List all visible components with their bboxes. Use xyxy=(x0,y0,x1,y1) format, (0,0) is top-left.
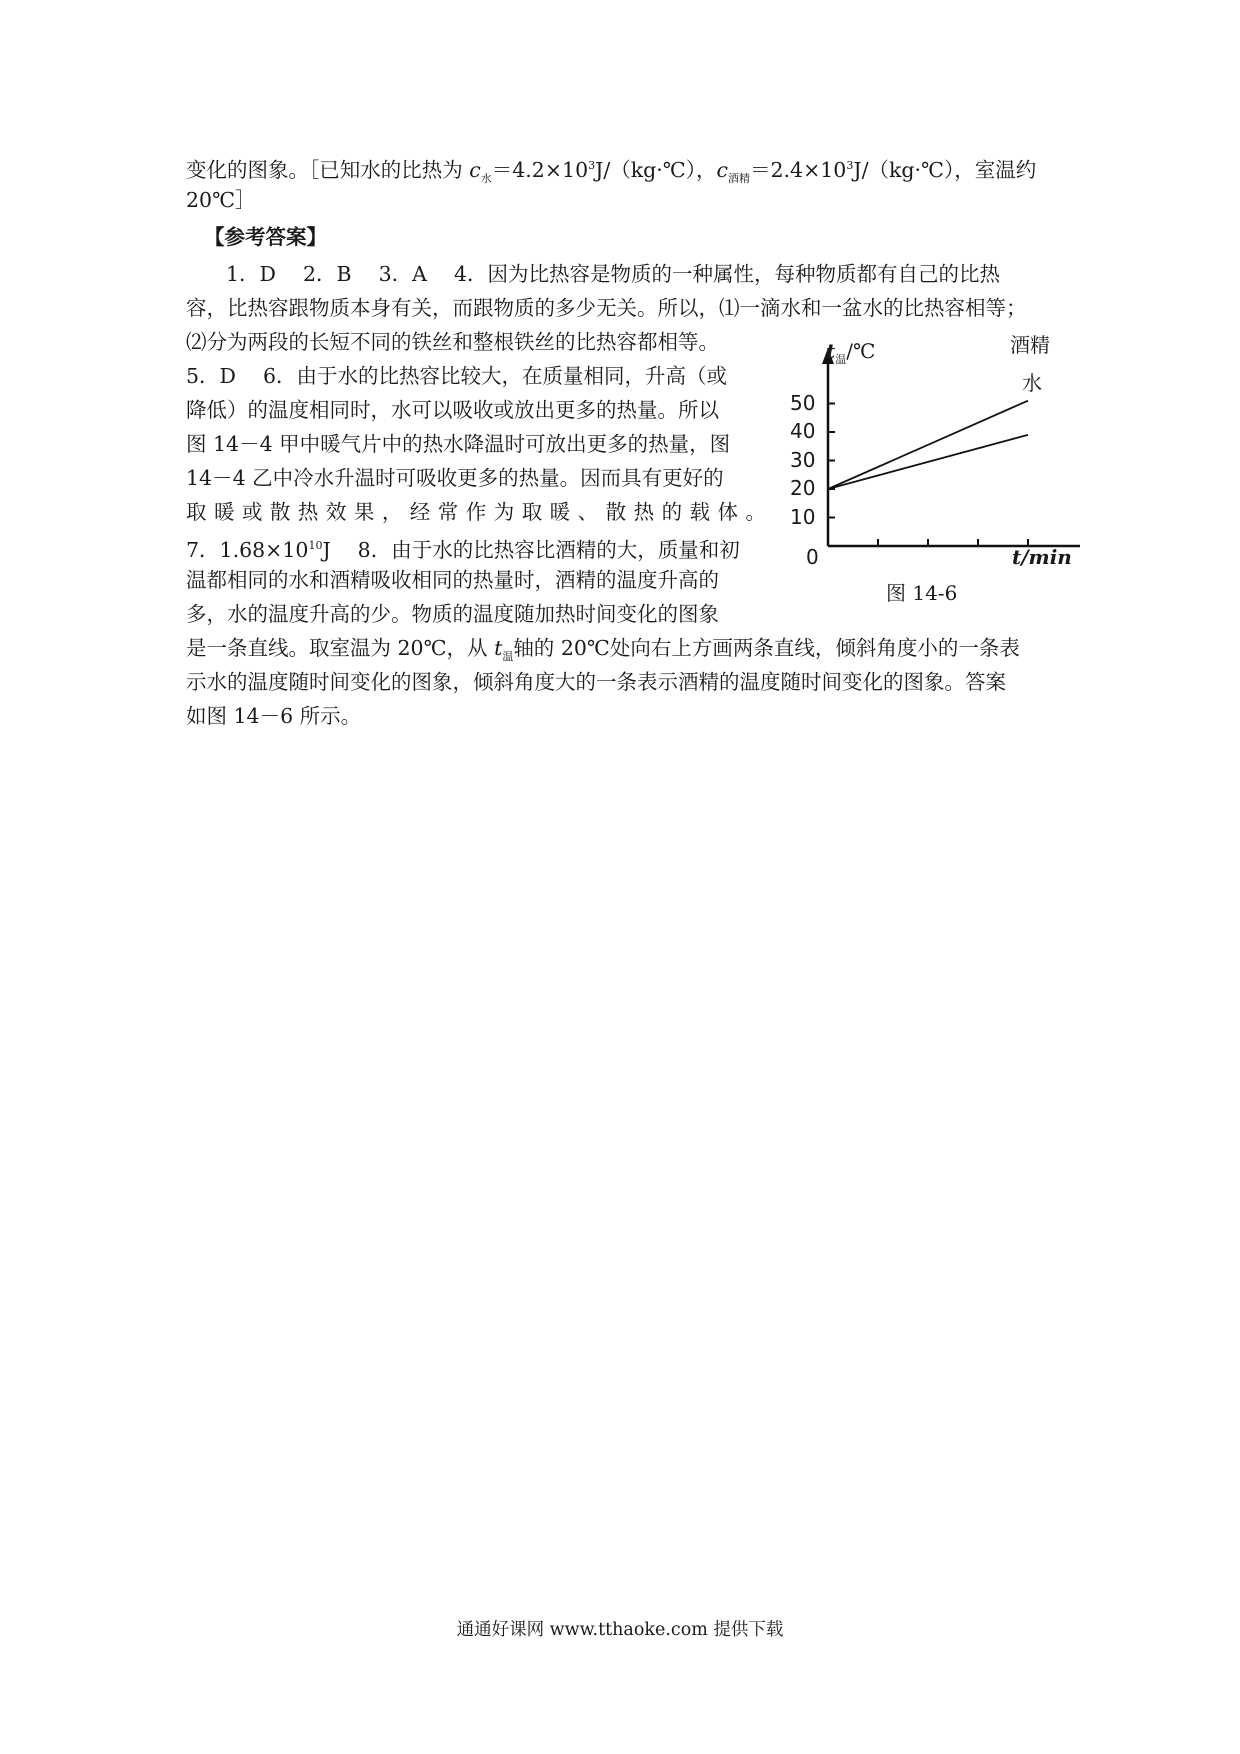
series-label-water: 水 xyxy=(1022,371,1042,395)
answer-heading: 【参考答案】 xyxy=(204,225,327,249)
y-tick-label: 30 xyxy=(790,447,816,472)
y-tick-label: 40 xyxy=(790,419,816,443)
answer-line-3: ⑵分为两段的长短不同的铁丝和整根铁丝的比热容都相等。 xyxy=(186,330,719,354)
answer-7-value: 7．1.68×10 xyxy=(186,537,309,562)
y-axis-t: t xyxy=(826,339,836,363)
intro-tail: J/（kg·℃），室温约 xyxy=(853,157,1037,182)
answer-line-11: 多，水的温度升高的少。物质的温度随加热时间变化的图象 xyxy=(186,602,719,626)
sub-alcohol: 酒精 xyxy=(727,171,750,185)
series-label-alcohol: 酒精 xyxy=(1010,333,1050,357)
sub-water: 水 xyxy=(480,171,492,185)
exp-water: 3 xyxy=(588,159,596,172)
answer-line-8: 取暖或散热效果，经常作为取暖、散热的载体。 xyxy=(186,500,766,524)
answer-line-1: 1．D 2．B 3．A 4．因为比热容是物质的一种属性，每种物质都有自己的比热 xyxy=(226,262,1001,286)
answer-line-14: 如图 14－6 所示。 xyxy=(186,704,362,728)
y-axis-label xyxy=(826,340,875,371)
y-axis-unit: /℃ xyxy=(846,339,876,363)
series-line-water xyxy=(828,435,1028,489)
c-symbol: c xyxy=(469,157,481,182)
series-line-alcohol xyxy=(828,401,1028,489)
water-value: ＝4.2×10 xyxy=(491,157,589,182)
y-tick-label: 50 xyxy=(790,390,816,415)
c-symbol-2: c xyxy=(716,157,728,182)
answer-line-13: 示水的温度随时间变化的图象，倾斜角度大的一条表示酒精的温度随时间变化的图象。答案 xyxy=(186,670,1006,694)
line12-post: 轴的 20℃处向右上方画两条直线，倾斜角度小的一条表 xyxy=(513,636,1020,660)
footer: 通通好课网 www.tthaoke.com 提供下载 xyxy=(456,1620,784,1640)
line12-t: t xyxy=(494,636,503,660)
intro-line-2: 20℃］ xyxy=(186,188,256,212)
answer-line-7: 14－4 乙中冷水升温时可吸收更多的热量。因而具有更好的 xyxy=(186,466,724,490)
alcohol-value: ＝2.4×10 xyxy=(749,157,847,182)
figure-14-6 xyxy=(790,333,1090,618)
answer-line-2: 容，比热容跟物质本身有关，而跟物质的多少无关。所以，⑴一滴水和一盆水的比热容相等； xyxy=(186,296,1027,320)
x-axis-label xyxy=(1012,546,1072,568)
series-lines xyxy=(828,401,1028,489)
temperature-chart xyxy=(790,348,1090,618)
figure-caption: 图 14-6 xyxy=(886,581,958,605)
answer-line-6: 图 14－4 甲中暖气片中的热水降温时可放出更多的热量，图 xyxy=(186,432,731,456)
answer-line-5: 降低）的温度相同时，水可以吸收或放出更多的热量。所以 xyxy=(186,398,719,422)
answer-line-4: 5．D 6．由于水的比热容比较大，在质量相同，升高（或 xyxy=(186,364,728,388)
answer-7-exp: 10 xyxy=(308,539,323,552)
water-unit: J/（kg·℃）， xyxy=(595,157,717,182)
answer-8-start: J 8．由于水的比热容比酒精的大，质量和初 xyxy=(322,537,740,562)
y-tick-label: 10 xyxy=(790,504,816,529)
exp-alcohol: 3 xyxy=(846,159,854,172)
answer-line-9 xyxy=(186,530,766,566)
y-tick-label: 20 xyxy=(790,476,816,500)
intro-text: 变化的图象。［已知水的比热为 xyxy=(186,157,470,182)
x-axis-label-text: t/min xyxy=(1012,545,1072,569)
answer-line-10: 温都相同的水和酒精吸收相同的热量时，酒精的温度升高的 xyxy=(186,568,719,592)
y-axis-sub: 温 xyxy=(835,353,847,366)
origin-label: 0 xyxy=(806,545,819,569)
line12-sub: 温 xyxy=(502,650,514,664)
line12-pre: 是一条直线。取室温为 20℃，从 xyxy=(186,636,495,660)
